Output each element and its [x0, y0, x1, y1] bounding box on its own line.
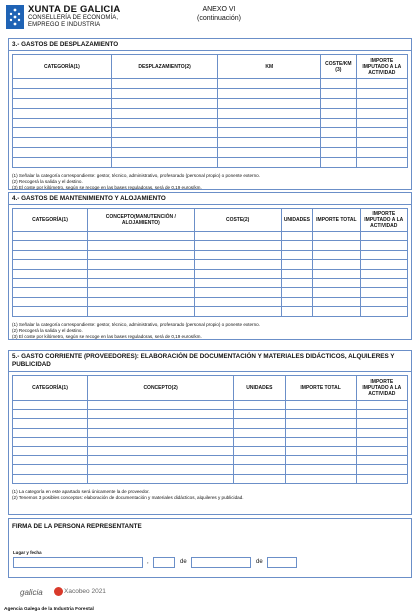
- column-header: IMPORTE IMPUTADO A LA ACTIVIDAD: [356, 376, 407, 401]
- table-cell[interactable]: [88, 465, 234, 474]
- table-cell[interactable]: [88, 474, 234, 483]
- table-cell[interactable]: [281, 260, 313, 269]
- column-header: COSTE(2): [194, 209, 281, 232]
- table-cell[interactable]: [111, 88, 218, 98]
- table-row: [13, 401, 408, 410]
- table-cell[interactable]: [88, 269, 195, 278]
- footnotes: [9, 171, 411, 193]
- table-cell[interactable]: [313, 278, 360, 287]
- table-cell[interactable]: [321, 128, 357, 138]
- table-row: [13, 79, 408, 89]
- table-cell[interactable]: [285, 428, 356, 437]
- mantenimiento-table: [12, 208, 408, 317]
- section-title: 4.- GASTOS DE MANTENIMIENTO Y ALOJAMIENTO: [9, 193, 411, 205]
- table-cell[interactable]: [111, 79, 218, 89]
- footnote: (2) Recogerá la salida y el destino.: [12, 179, 83, 185]
- table-cell[interactable]: [321, 108, 357, 118]
- table-cell[interactable]: [356, 465, 407, 474]
- comma-separator: ,: [147, 559, 149, 565]
- xacobeo-mark-icon: [54, 587, 63, 596]
- table-cell[interactable]: [13, 241, 88, 250]
- table-cell[interactable]: [88, 260, 195, 269]
- table-cell[interactable]: [281, 250, 313, 259]
- section-mantenimiento: [8, 192, 412, 340]
- table-cell[interactable]: [321, 148, 357, 158]
- footnotes: [9, 487, 411, 503]
- table-row: [13, 456, 408, 465]
- table-cell[interactable]: [88, 437, 234, 446]
- table-cell[interactable]: [356, 428, 407, 437]
- table-cell[interactable]: [360, 288, 407, 297]
- column-header: UNIDADES: [234, 376, 285, 401]
- table-cell[interactable]: [356, 474, 407, 483]
- table-row: [13, 288, 408, 297]
- table-cell[interactable]: [218, 158, 321, 168]
- column-header: IMPORTE IMPUTADO A LA ACTIVIDAD: [360, 209, 407, 232]
- table-cell[interactable]: [13, 297, 88, 306]
- anexo-title: ANEXO VI: [202, 6, 236, 13]
- table-cell[interactable]: [13, 250, 88, 259]
- table-row: [13, 98, 408, 108]
- table-row: [13, 278, 408, 287]
- table-cell[interactable]: [13, 307, 88, 316]
- table-row: [13, 428, 408, 437]
- table-cell[interactable]: [321, 88, 357, 98]
- section-title: 5.- GASTO CORRIENTE (PROVEEDORES): ELABORACIÓN DE DOCUMENTACIÓN Y MATERIALES DIDÁCTICOS, ALQUILERES Y PUBLICIDAD: [9, 351, 411, 372]
- table-cell[interactable]: [194, 232, 281, 241]
- table-cell[interactable]: [313, 288, 360, 297]
- table-cell[interactable]: [321, 98, 357, 108]
- year-field[interactable]: [267, 557, 297, 568]
- column-header: CONCEPTO(MANUTENCIÓN / ALOJAMIENTO): [88, 209, 195, 232]
- table-cell[interactable]: [356, 158, 407, 168]
- column-header: CATEGORÍA(1): [13, 376, 88, 401]
- table-cell[interactable]: [13, 288, 88, 297]
- table-cell[interactable]: [88, 307, 195, 316]
- xacobeo-logo: Xacobeo 2021: [64, 588, 106, 595]
- column-header: COSTE/KM (3): [321, 55, 357, 79]
- table-cell[interactable]: [194, 297, 281, 306]
- xunta-emblem-icon: [6, 5, 24, 29]
- table-cell[interactable]: [194, 288, 281, 297]
- table-cell[interactable]: [13, 428, 88, 437]
- table-cell[interactable]: [111, 108, 218, 118]
- table-cell[interactable]: [88, 232, 195, 241]
- table-cell[interactable]: [356, 401, 407, 410]
- table-row: [13, 108, 408, 118]
- agency-name: Agencia Galega de la Industria Forestal: [4, 607, 94, 612]
- column-header: CATEGORÍA(1): [13, 55, 112, 79]
- table-cell[interactable]: [194, 269, 281, 278]
- table-row: [13, 260, 408, 269]
- de-separator: de: [256, 559, 263, 565]
- table-cell[interactable]: [13, 437, 88, 446]
- table-cell[interactable]: [356, 456, 407, 465]
- table-cell[interactable]: [88, 241, 195, 250]
- table-cell[interactable]: [356, 79, 407, 89]
- footnote: (1) Señalar la categoría correspondiente: gestor, técnico, administrativo, profesorado (personal propio) o ponente externo.: [12, 173, 260, 179]
- desplazamiento-table: [12, 54, 408, 168]
- galicia-logo: galicia: [20, 588, 43, 597]
- section-desplazamiento: [8, 38, 412, 190]
- table-cell[interactable]: [13, 128, 112, 138]
- table-row: [13, 269, 408, 278]
- footnotes: [9, 320, 411, 342]
- table-cell[interactable]: [13, 401, 88, 410]
- table-cell[interactable]: [313, 307, 360, 316]
- table-cell[interactable]: [313, 269, 360, 278]
- table-cell[interactable]: [218, 98, 321, 108]
- table-cell[interactable]: [111, 148, 218, 158]
- table-cell[interactable]: [356, 128, 407, 138]
- table-cell[interactable]: [13, 138, 112, 148]
- table-cell[interactable]: [281, 241, 313, 250]
- table-cell[interactable]: [313, 232, 360, 241]
- table-cell[interactable]: [285, 401, 356, 410]
- table-row: [13, 88, 408, 98]
- table-cell[interactable]: [356, 419, 407, 428]
- table-cell[interactable]: [356, 88, 407, 98]
- table-cell[interactable]: [360, 260, 407, 269]
- table-cell[interactable]: [285, 456, 356, 465]
- table-cell[interactable]: [234, 474, 285, 483]
- table-row: [13, 410, 408, 419]
- table-cell[interactable]: [194, 260, 281, 269]
- table-cell[interactable]: [234, 410, 285, 419]
- table-cell[interactable]: [356, 446, 407, 455]
- table-cell[interactable]: [360, 232, 407, 241]
- table-cell[interactable]: [281, 232, 313, 241]
- table-cell[interactable]: [13, 232, 88, 241]
- table-cell[interactable]: [13, 148, 112, 158]
- table-cell[interactable]: [13, 269, 88, 278]
- table-cell[interactable]: [234, 456, 285, 465]
- de-separator: de: [180, 559, 187, 565]
- table-row: [13, 419, 408, 428]
- table-cell[interactable]: [285, 474, 356, 483]
- table-cell[interactable]: [13, 88, 112, 98]
- column-header: KM: [218, 55, 321, 79]
- table-cell[interactable]: [321, 79, 357, 89]
- table-cell[interactable]: [13, 98, 112, 108]
- column-header: CONCEPTO(2): [88, 376, 234, 401]
- table-cell[interactable]: [13, 260, 88, 269]
- table-cell[interactable]: [356, 98, 407, 108]
- table-cell[interactable]: [281, 297, 313, 306]
- table-cell[interactable]: [194, 278, 281, 287]
- table-row: [13, 446, 408, 455]
- column-header: IMPORTE TOTAL: [285, 376, 356, 401]
- table-cell[interactable]: [234, 401, 285, 410]
- table-cell[interactable]: [194, 250, 281, 259]
- table-cell[interactable]: [360, 250, 407, 259]
- table-cell[interactable]: [360, 307, 407, 316]
- table-cell[interactable]: [281, 269, 313, 278]
- gasto-corriente-table: [12, 375, 408, 484]
- org-subtitle-line-2: EMPREGO E INDUSTRIA: [28, 22, 101, 28]
- table-cell[interactable]: [321, 158, 357, 168]
- table-cell[interactable]: [285, 437, 356, 446]
- month-field[interactable]: [191, 557, 251, 568]
- table-cell[interactable]: [281, 307, 313, 316]
- table-cell[interactable]: [13, 474, 88, 483]
- table-cell[interactable]: [356, 108, 407, 118]
- table-cell[interactable]: [360, 297, 407, 306]
- table-cell[interactable]: [111, 138, 218, 148]
- table-cell[interactable]: [234, 428, 285, 437]
- table-cell[interactable]: [13, 465, 88, 474]
- table-cell[interactable]: [356, 437, 407, 446]
- table-cell[interactable]: [321, 118, 357, 128]
- table-cell[interactable]: [88, 456, 234, 465]
- table-cell[interactable]: [111, 158, 218, 168]
- footnote: (1) La categoría en este apartado será únicamente la de proveedor.: [12, 488, 150, 494]
- table-row: [13, 307, 408, 316]
- table-cell[interactable]: [13, 456, 88, 465]
- table-row: [13, 297, 408, 306]
- page-header: [6, 4, 414, 40]
- table-cell[interactable]: [13, 410, 88, 419]
- table-cell[interactable]: [194, 241, 281, 250]
- table-cell[interactable]: [88, 288, 195, 297]
- table-cell[interactable]: [88, 278, 195, 287]
- table-cell[interactable]: [194, 307, 281, 316]
- table-row: [13, 138, 408, 148]
- table-cell[interactable]: [13, 446, 88, 455]
- column-header: IMPORTE TOTAL: [313, 209, 360, 232]
- footnote: (3) El coste por kilómetro, según se recoge en las bases reguladoras, será de 0,19 euros/km.: [12, 185, 202, 191]
- table-cell[interactable]: [218, 88, 321, 98]
- table-cell[interactable]: [218, 148, 321, 158]
- table-cell[interactable]: [88, 428, 234, 437]
- footnote: (1) Señalar la categoría correspondiente: gestor, técnico, administrativo, profesorado (personal propio) o ponente externo.: [12, 321, 260, 327]
- table-cell[interactable]: [13, 419, 88, 428]
- table-cell[interactable]: [360, 278, 407, 287]
- section-gasto-corriente: [8, 350, 412, 515]
- table-cell[interactable]: [234, 419, 285, 428]
- table-cell[interactable]: [218, 118, 321, 128]
- place-date-label: Lugar y fecha: [13, 550, 42, 555]
- table-cell[interactable]: [218, 79, 321, 89]
- table-cell[interactable]: [285, 446, 356, 455]
- table-row: [13, 250, 408, 259]
- table-header-row: [13, 55, 408, 79]
- table-cell[interactable]: [218, 108, 321, 118]
- table-cell[interactable]: [321, 138, 357, 148]
- table-cell[interactable]: [313, 260, 360, 269]
- table-cell[interactable]: [13, 158, 112, 168]
- table-cell[interactable]: [88, 250, 195, 259]
- table-cell[interactable]: [313, 241, 360, 250]
- table-cell[interactable]: [234, 465, 285, 474]
- table-row: [13, 118, 408, 128]
- table-cell[interactable]: [360, 241, 407, 250]
- table-row: [13, 474, 408, 483]
- table-cell[interactable]: [218, 138, 321, 148]
- table-cell[interactable]: [356, 148, 407, 158]
- table-cell[interactable]: [281, 278, 313, 287]
- table-row: [13, 232, 408, 241]
- table-cell[interactable]: [356, 118, 407, 128]
- footnote: (3) El coste por kilómetro, según se recoge en las bases reguladoras, será de 0,19 euros/km.: [12, 333, 202, 339]
- table-cell[interactable]: [356, 138, 407, 148]
- table-cell[interactable]: [218, 128, 321, 138]
- table-header-row: [13, 376, 408, 401]
- org-subtitle-line-1: CONSELLERÍA DE ECONOMÍA,: [28, 15, 119, 21]
- table-row: [13, 148, 408, 158]
- org-title: XUNTA DE GALICIA: [28, 4, 121, 15]
- place-field[interactable]: [13, 557, 143, 568]
- table-cell[interactable]: [13, 79, 112, 89]
- table-cell[interactable]: [356, 410, 407, 419]
- table-row: [13, 158, 408, 168]
- anexo-subtitle: (continuación): [197, 15, 241, 22]
- column-header: DESPLAZAMIENTO(2): [111, 55, 218, 79]
- anexo-heading: [164, 5, 274, 23]
- table-cell[interactable]: [111, 128, 218, 138]
- table-cell[interactable]: [313, 250, 360, 259]
- table-cell[interactable]: [285, 410, 356, 419]
- table-cell[interactable]: [285, 465, 356, 474]
- table-cell[interactable]: [281, 288, 313, 297]
- table-cell[interactable]: [234, 446, 285, 455]
- table-cell[interactable]: [13, 278, 88, 287]
- column-header: UNIDADES: [281, 209, 313, 232]
- table-row: [13, 437, 408, 446]
- table-cell[interactable]: [360, 269, 407, 278]
- table-cell[interactable]: [13, 108, 112, 118]
- table-cell[interactable]: [88, 410, 234, 419]
- table-cell[interactable]: [313, 297, 360, 306]
- column-header: CATEGORÍA(1): [13, 209, 88, 232]
- table-row: [13, 465, 408, 474]
- column-header: IMPORTE IMPUTADO A LA ACTIVIDAD: [356, 55, 407, 79]
- table-row: [13, 128, 408, 138]
- day-field[interactable]: [153, 557, 175, 568]
- table-cell[interactable]: [234, 437, 285, 446]
- table-cell[interactable]: [13, 118, 112, 128]
- table-cell[interactable]: [88, 446, 234, 455]
- table-cell[interactable]: [88, 401, 234, 410]
- footnote: (2) Recogerá la salida y el destino.: [12, 327, 83, 333]
- table-cell[interactable]: [111, 98, 218, 108]
- section-title: 3.- GASTOS DE DESPLAZAMIENTO: [9, 39, 411, 51]
- table-cell[interactable]: [285, 419, 356, 428]
- signature-title: FIRMA DE LA PERSONA REPRESENTANTE: [12, 523, 142, 530]
- signature-section: [8, 518, 412, 578]
- table-row: [13, 241, 408, 250]
- org-subtitle: [28, 15, 118, 29]
- table-cell[interactable]: [88, 297, 195, 306]
- footnote: (2) Tenemos 3 posibles conceptos: elaboración de documentación y materiales didácticos, alquileres y publicidad.: [12, 494, 244, 500]
- table-cell[interactable]: [111, 118, 218, 128]
- table-cell[interactable]: [88, 419, 234, 428]
- table-header-row: [13, 209, 408, 232]
